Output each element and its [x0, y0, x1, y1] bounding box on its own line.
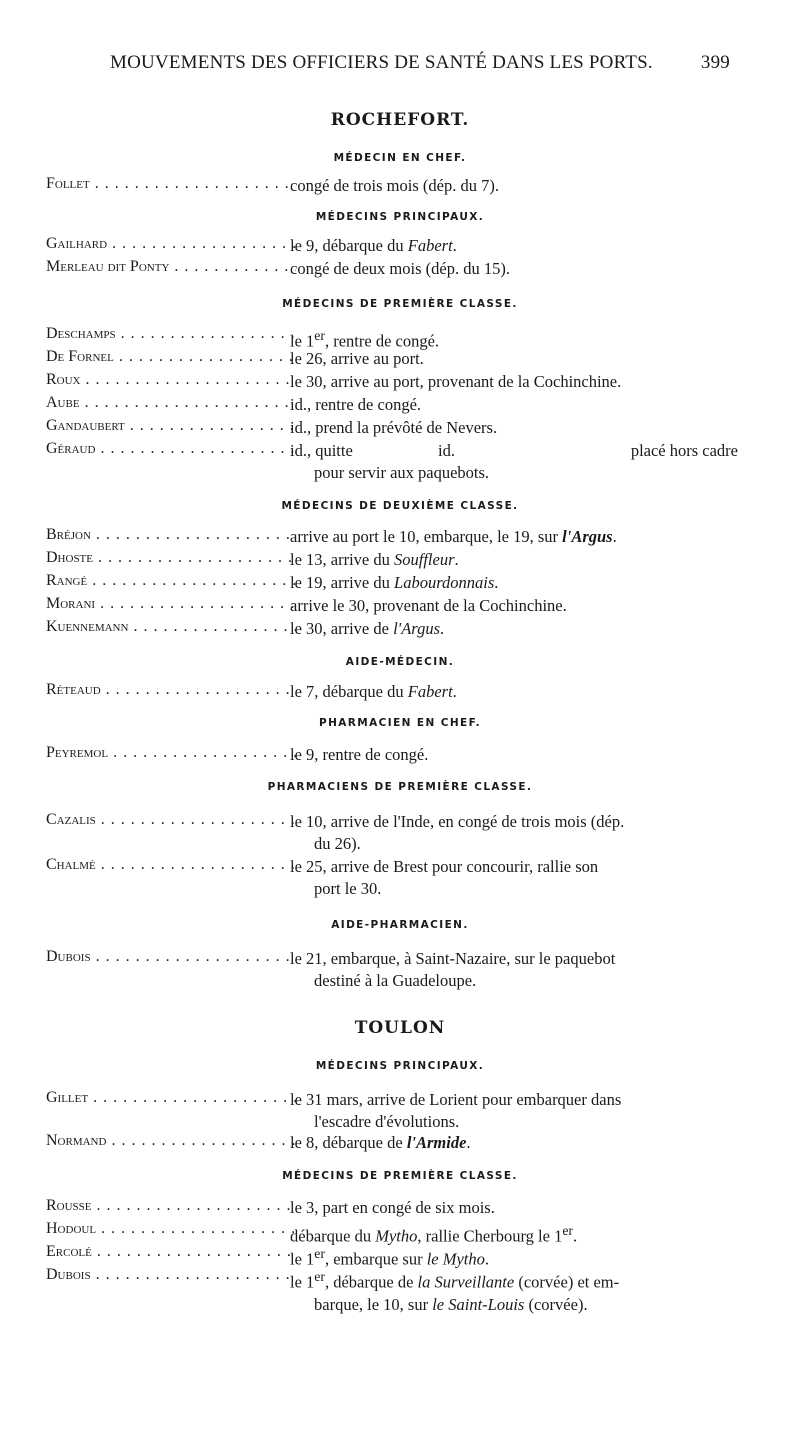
entry-name: Follet . . .: [46, 175, 296, 193]
ship-name: le Mytho: [426, 1249, 485, 1269]
subheading-pharmaciens-premiere-classe: PHARMACIENS DE PREMIÈRE CLASSE.: [267, 781, 533, 793]
entry-text: le 30, arrive de l'Argus.: [290, 619, 445, 638]
ship-name: Mytho: [375, 1226, 418, 1246]
header-title: MOUVEMENTS DES OFFICIERS DE SANTÉ DANS LES PORTS.: [110, 52, 653, 73]
entry-text: le 7, débarque du Fabert.: [290, 682, 457, 701]
entry-text: le 10, arrive de l'Inde, en congé de trois mois (dép. du 26).: [290, 812, 625, 853]
entry-name: Normand . . .: [46, 1132, 296, 1150]
entry-text: id., prend la prévôté de Nevers.: [290, 418, 498, 437]
entry-name: Dhoste . . .: [46, 549, 296, 567]
subheading-aide-medecin: AIDE-MÉDECIN.: [345, 656, 455, 668]
entry-text: id., rentre de congé.: [290, 395, 422, 414]
ship-name: le Saint-Louis: [432, 1294, 525, 1314]
entry-text: le 26, arrive au port.: [290, 349, 424, 368]
ship-name: l'Armide: [406, 1133, 467, 1152]
entry-text: congé de trois mois (dép. du 7).: [290, 176, 499, 195]
entry-name: Morani . . .: [46, 595, 296, 613]
entry-name: Géraud . . .: [46, 440, 296, 458]
subheading-medecin-en-chef: MÉDECIN EN CHEF.: [333, 152, 467, 164]
entry-name: Deschamps . . .: [46, 325, 296, 343]
subheading-medecins-deuxieme-classe: MÉDECINS DE DEUXIÈME CLASSE.: [281, 500, 519, 512]
subheading-medecins-premiere-classe: MÉDECINS DE PREMIÈRE CLASSE.: [282, 298, 518, 310]
entry-name: Aube . . .: [46, 394, 296, 412]
subheading-medecins-principaux: MÉDECINS PRINCIPAUX.: [315, 211, 485, 223]
entry-name: Roux . . .: [46, 371, 296, 389]
section-title-toulon: TOULON: [354, 1018, 446, 1038]
entry-name: Dubois . . .: [46, 1266, 296, 1284]
ship-name: Souffleur: [394, 550, 455, 569]
entry-name: Bréjon . . .: [46, 526, 296, 544]
running-header: [110, 52, 730, 80]
entry-name: Cazalis . . .: [46, 811, 296, 829]
entry-text: le 1er, débarque de la Surveillante (corvée) et em- barque, le 10, sur le Saint-Louis (corvée).: [290, 1269, 620, 1314]
entry-text: le 1er, rentre de congé.: [290, 328, 440, 351]
subheading-medecins-principaux-toulon: MÉDECINS PRINCIPAUX.: [315, 1060, 485, 1072]
ship-name: Fabert: [407, 682, 453, 701]
entry-name: Gandaubert . . .: [46, 417, 296, 435]
entry-name: Peyremol . . .: [46, 744, 296, 762]
entry-text: le 30, arrive au port, provenant de la Cochinchine.: [290, 372, 622, 391]
entry-name: Dubois . . .: [46, 948, 296, 966]
page-number: 399: [700, 52, 730, 73]
entry-text: le 21, embarque, à Saint-Nazaire, sur le paquebot destiné à la Guadeloupe.: [290, 949, 616, 990]
ship-name: Labourdonnais: [394, 573, 495, 592]
entry-name: Chalmé . . .: [46, 856, 296, 874]
entry-name: Hodoul . . .: [46, 1220, 296, 1238]
entry-text: arrive le 30, provenant de la Cochinchine.: [290, 596, 567, 615]
entry-name: Rangé . . .: [46, 572, 296, 590]
entry-text: le 3, part en congé de six mois.: [290, 1198, 495, 1217]
entry-text: débarque du Mytho, rallie Cherbourg le 1er.: [290, 1223, 578, 1246]
entry-text: arrive au port le 10, embarque, le 19, sur l'Argus.: [290, 527, 617, 546]
entry-text: le 9, rentre de congé.: [290, 745, 429, 764]
ship-name: Fabert: [407, 236, 453, 255]
entry-name: Gailhard . . .: [46, 235, 296, 253]
entry-name: De Fornel . . .: [46, 348, 296, 366]
entry-name: Merleau dit Ponty . . .: [46, 258, 296, 276]
entry-text: le 25, arrive de Brest pour concourir, rallie son port le 30.: [290, 857, 599, 898]
ship-name: l'Argus: [393, 619, 440, 638]
entry-text: le 13, arrive du Souffleur.: [290, 550, 459, 569]
entry-text: le 1er, embarque sur le Mytho.: [290, 1246, 490, 1269]
ship-name: la Surveillante: [417, 1272, 515, 1292]
subheading-aide-pharmacien: AIDE-PHARMACIEN.: [331, 919, 469, 931]
entry-name: Réteaud . . .: [46, 681, 296, 699]
entry-name: Rousse . . .: [46, 1197, 296, 1215]
entry-text: le 8, débarque de l'Armide.: [290, 1133, 471, 1152]
entry-name: Kuennemann . . .: [46, 618, 296, 636]
ship-name: l'Argus: [562, 527, 613, 546]
entry-text: id., quitte id. placé hors cadre pour servir aux paquebots.: [290, 441, 738, 482]
entry-text: le 19, arrive du Labourdonnais.: [290, 573, 499, 592]
entry-name: Gillet . . .: [46, 1089, 296, 1107]
entry-text: congé de deux mois (dép. du 15).: [290, 259, 510, 278]
entry-name: Ercolé . . .: [46, 1243, 296, 1261]
entry-text: le 9, débarque du Fabert.: [290, 236, 457, 255]
subheading-medecins-premiere-classe-toulon: MÉDECINS DE PREMIÈRE CLASSE.: [282, 1170, 518, 1182]
section-title-rochefort: ROCHEFORT.: [330, 110, 470, 130]
entry-text: le 31 mars, arrive de Lorient pour embarquer dans l'escadre d'évolutions.: [290, 1090, 622, 1131]
subheading-pharmacien-en-chef: PHARMACIEN EN CHEF.: [319, 717, 481, 729]
